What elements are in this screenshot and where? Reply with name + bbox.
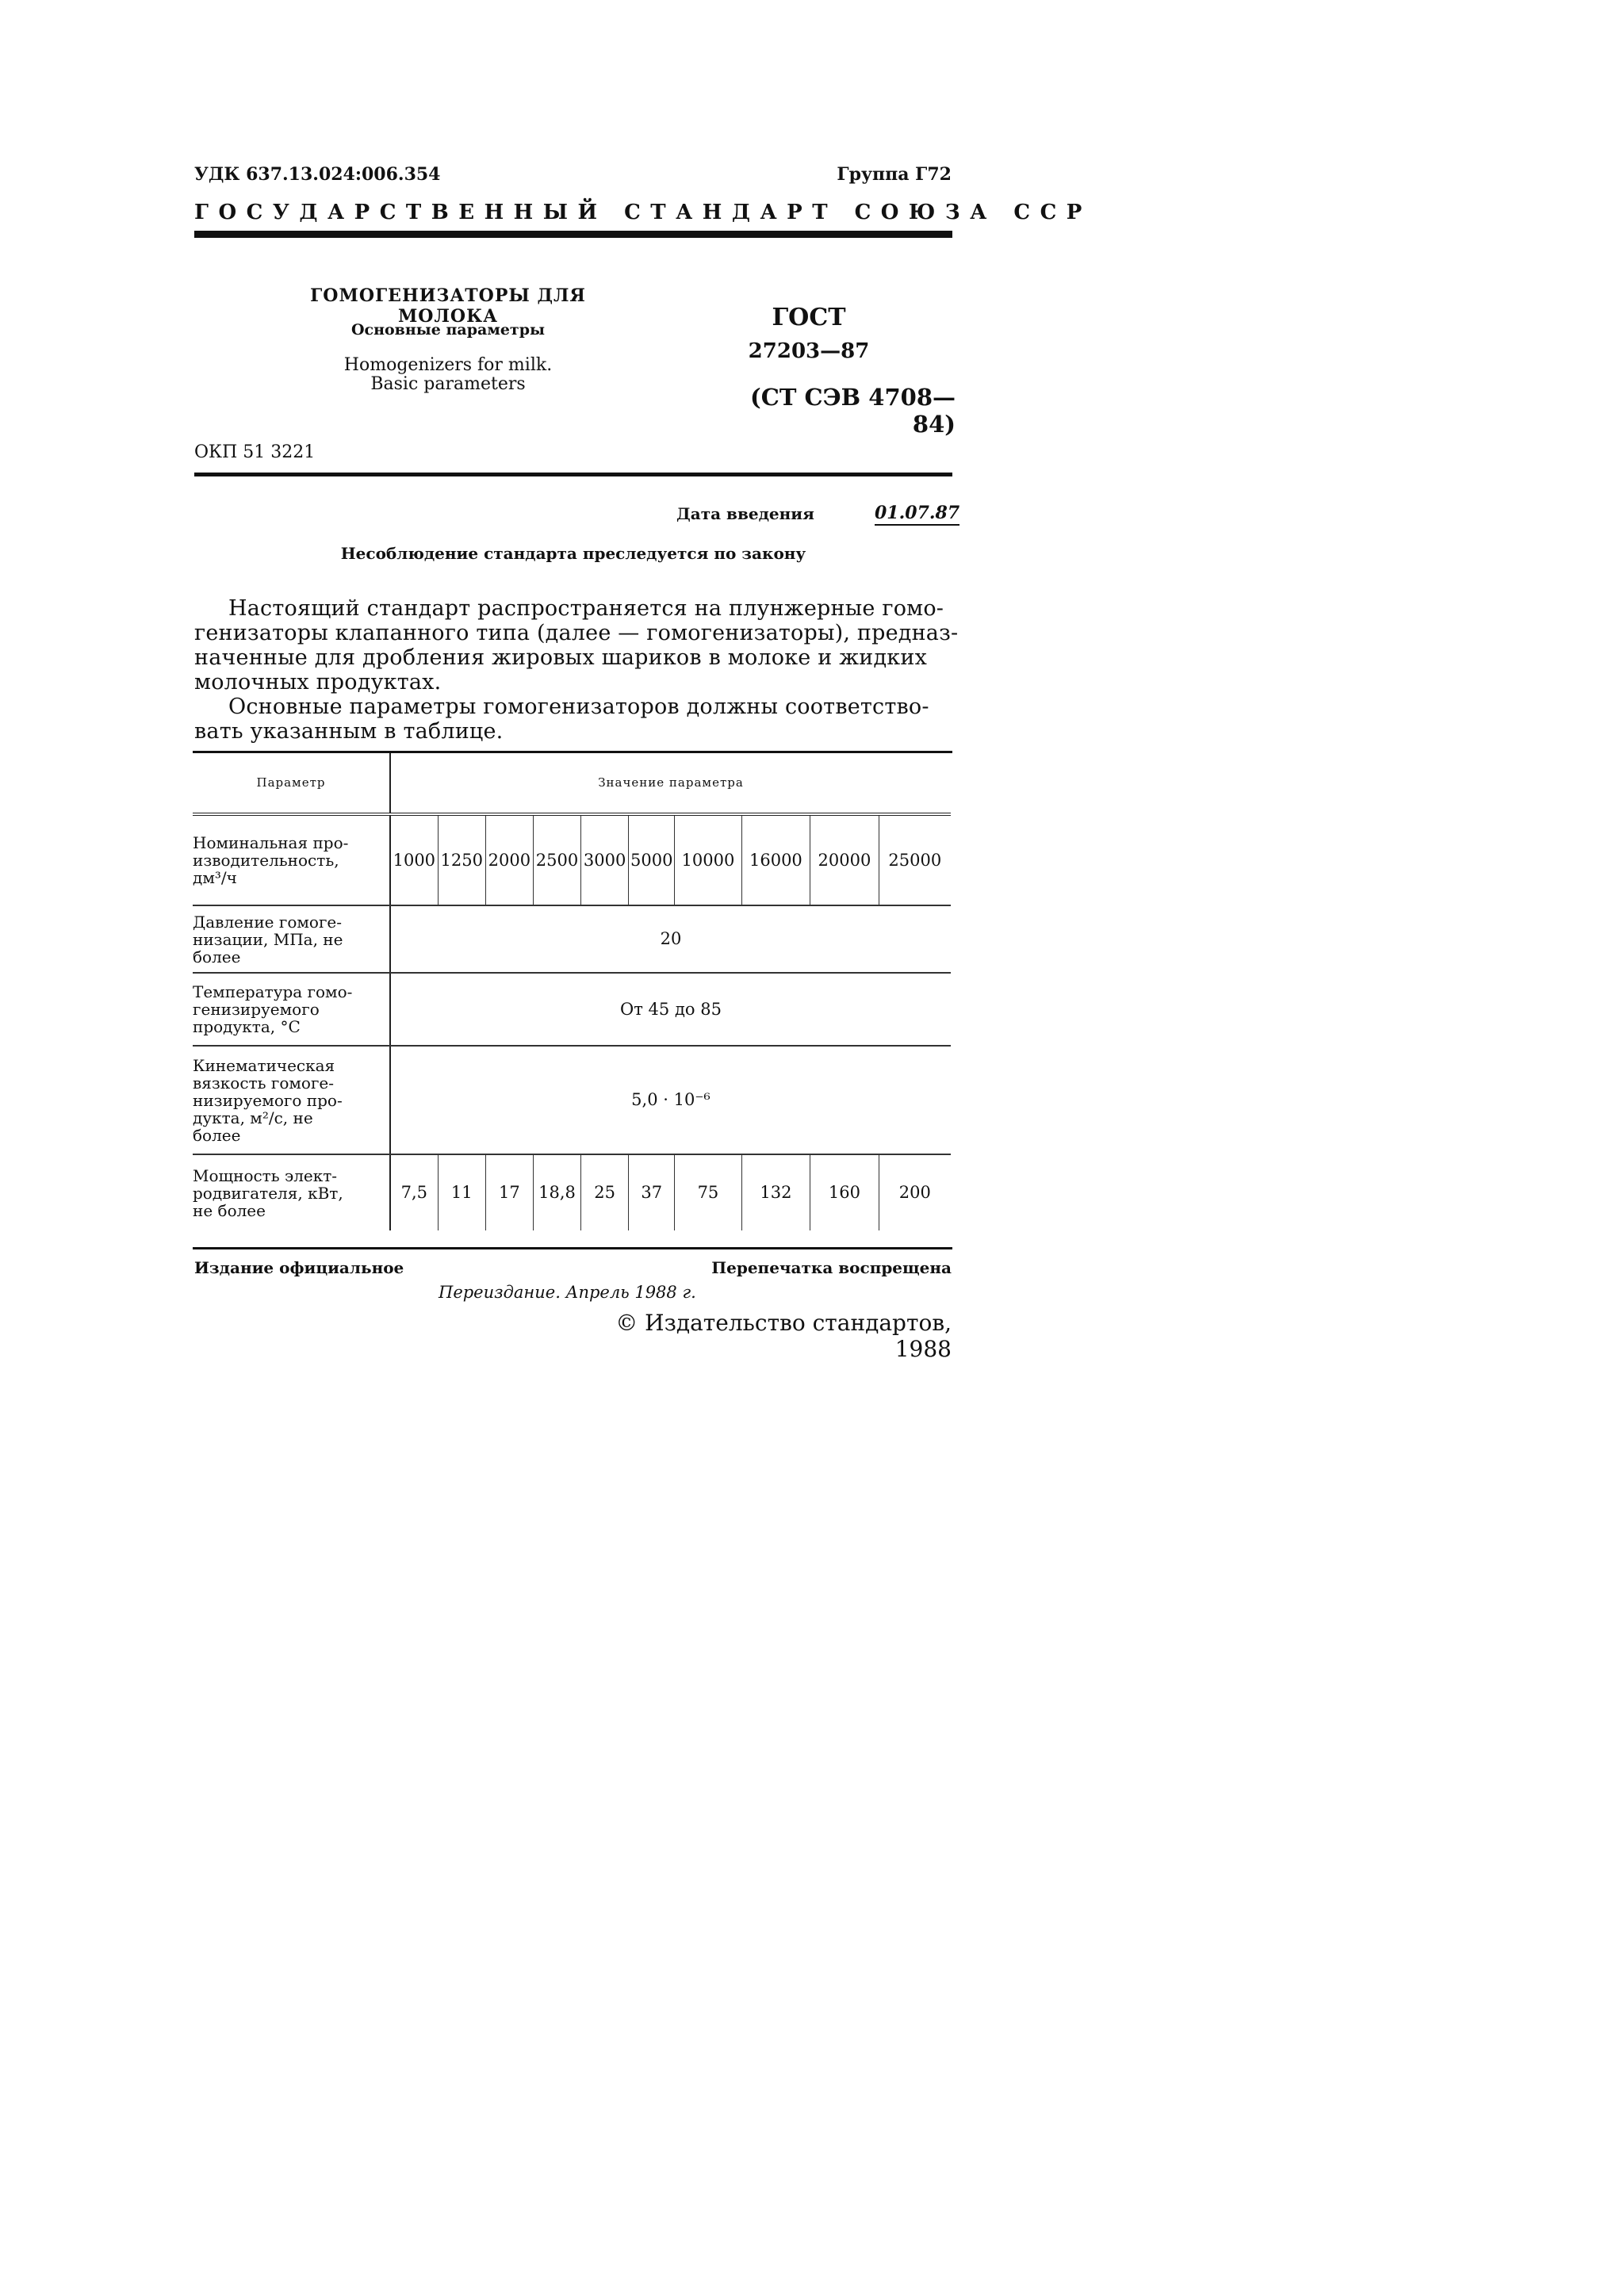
table-cell: 3000 [581,814,629,905]
english-title: Homogenizers for milk. [343,355,553,375]
gost-number: 27203—87 [748,339,870,363]
row-label [193,905,390,973]
label-line: Кинематическая [193,1055,335,1075]
table-row-viscosity [193,1046,951,1154]
legal-notice: Несоблюдение стандарта преследуется по закону [340,544,806,563]
paragraph-line: вать указанным в таблице. [194,719,504,744]
table-cell: 17 [485,1154,533,1230]
table-cell: 132 [741,1154,810,1230]
table-cell-span: 5,0 · 10⁻⁶ [390,1046,951,1154]
table-bottom-rule [193,1247,952,1249]
label-line: родвигателя, кВт, [193,1183,343,1203]
table-cell: 25 [581,1154,629,1230]
table-cell: 5000 [629,814,675,905]
english-subtitle: Basic parameters [370,374,526,394]
table-cell: 2000 [485,814,533,905]
label-line: вязкость гомоге- [193,1073,335,1093]
table-row-power [193,1154,951,1230]
label-line: продукта, °С [193,1017,301,1036]
state-standard-banner: ГОСУДАРСТВЕННЫЙ СТАНДАРТ СОЮЗА ССР [194,201,1092,224]
label-line: более [193,947,241,966]
table-cell: 75 [675,1154,741,1230]
label-line: не более [193,1200,266,1220]
table-cell: 20000 [810,814,879,905]
label-line: изводительность, [193,851,339,870]
okp-rule [194,473,952,476]
table-cell: 1000 [390,814,438,905]
table-row-pressure [193,905,951,973]
table-cell: 25000 [879,814,951,905]
row-label [193,1154,390,1230]
table-cell-span: От 45 до 85 [390,973,951,1046]
udk-code: УДК 637.13.024:006.354 [194,164,441,185]
label-line: Давление гомоге- [193,912,343,932]
gost-label: ГОСТ [772,304,846,331]
label-line: Мощность элект- [193,1165,338,1185]
label-line: Номинальная про- [193,833,349,852]
table-cell: 200 [879,1154,951,1230]
label-line: дукта, м²/с, не [193,1108,313,1127]
table-cell: 37 [629,1154,675,1230]
row-label [193,973,390,1046]
table-row-capacity [193,814,951,905]
table-cell: 1250 [438,814,485,905]
header-value: Значение параметра [390,753,951,814]
table-cell: 160 [810,1154,879,1230]
group-code: Группа Г72 [837,164,952,185]
label-line: генизируемого [193,1000,320,1019]
table-cell: 16000 [741,814,810,905]
label-line: низируемого про- [193,1090,343,1110]
table-cell: 10000 [675,814,741,905]
cmea-standard: (СТ СЭВ 4708—84) [750,384,956,438]
row-label [193,814,390,905]
row-label [193,1046,390,1154]
table-cell: 2500 [533,814,580,905]
table-cell-span: 20 [390,905,951,973]
paragraph-line: молочных продуктах. [194,670,442,695]
table-cell: 7,5 [400,1183,428,1202]
paragraph-line: наченные для дробления жировых шариков в молоке и жидких [194,645,927,670]
label-line: низации, МПа, не [193,929,343,949]
document-subtitle: Основные параметры [350,321,546,339]
table-cell: 18,8 [533,1154,580,1230]
intro-date-value: 01.07.87 [875,503,959,526]
paragraph-line: Настоящий стандарт распространяется на плунжерные гомо- [228,596,944,621]
document-title: ГОМОГЕНИЗАТОРЫ ДЛЯ МОЛОКА [310,285,586,327]
official-edition: Издание официальное [194,1258,404,1277]
banner-rule [194,231,952,238]
label-line: дм³/ч [193,868,237,887]
table-cell: 11 [438,1154,485,1230]
label-line: Температура гомо- [193,982,353,1001]
label-line: более [193,1125,241,1145]
intro-date-label: Дата введения [676,504,814,523]
header-parameter: Параметр [193,753,390,814]
paragraph-line: Основные параметры гомогенизаторов должны соответство- [228,695,929,719]
parameters-table [193,753,951,1230]
paragraph-line: генизаторы клапанного типа (далее — гомогенизаторы), предназ- [194,621,959,645]
table-row-temperature [193,973,951,1046]
reissue-note: Переиздание. Апрель 1988 г. [439,1283,696,1302]
intro-paragraph [194,596,959,744]
copyright: © Издательство стандартов, 1988 [615,1310,952,1362]
okp-code: ОКП 51 3221 [194,442,316,462]
reprint-notice: Перепечатка воспрещена [711,1258,952,1277]
